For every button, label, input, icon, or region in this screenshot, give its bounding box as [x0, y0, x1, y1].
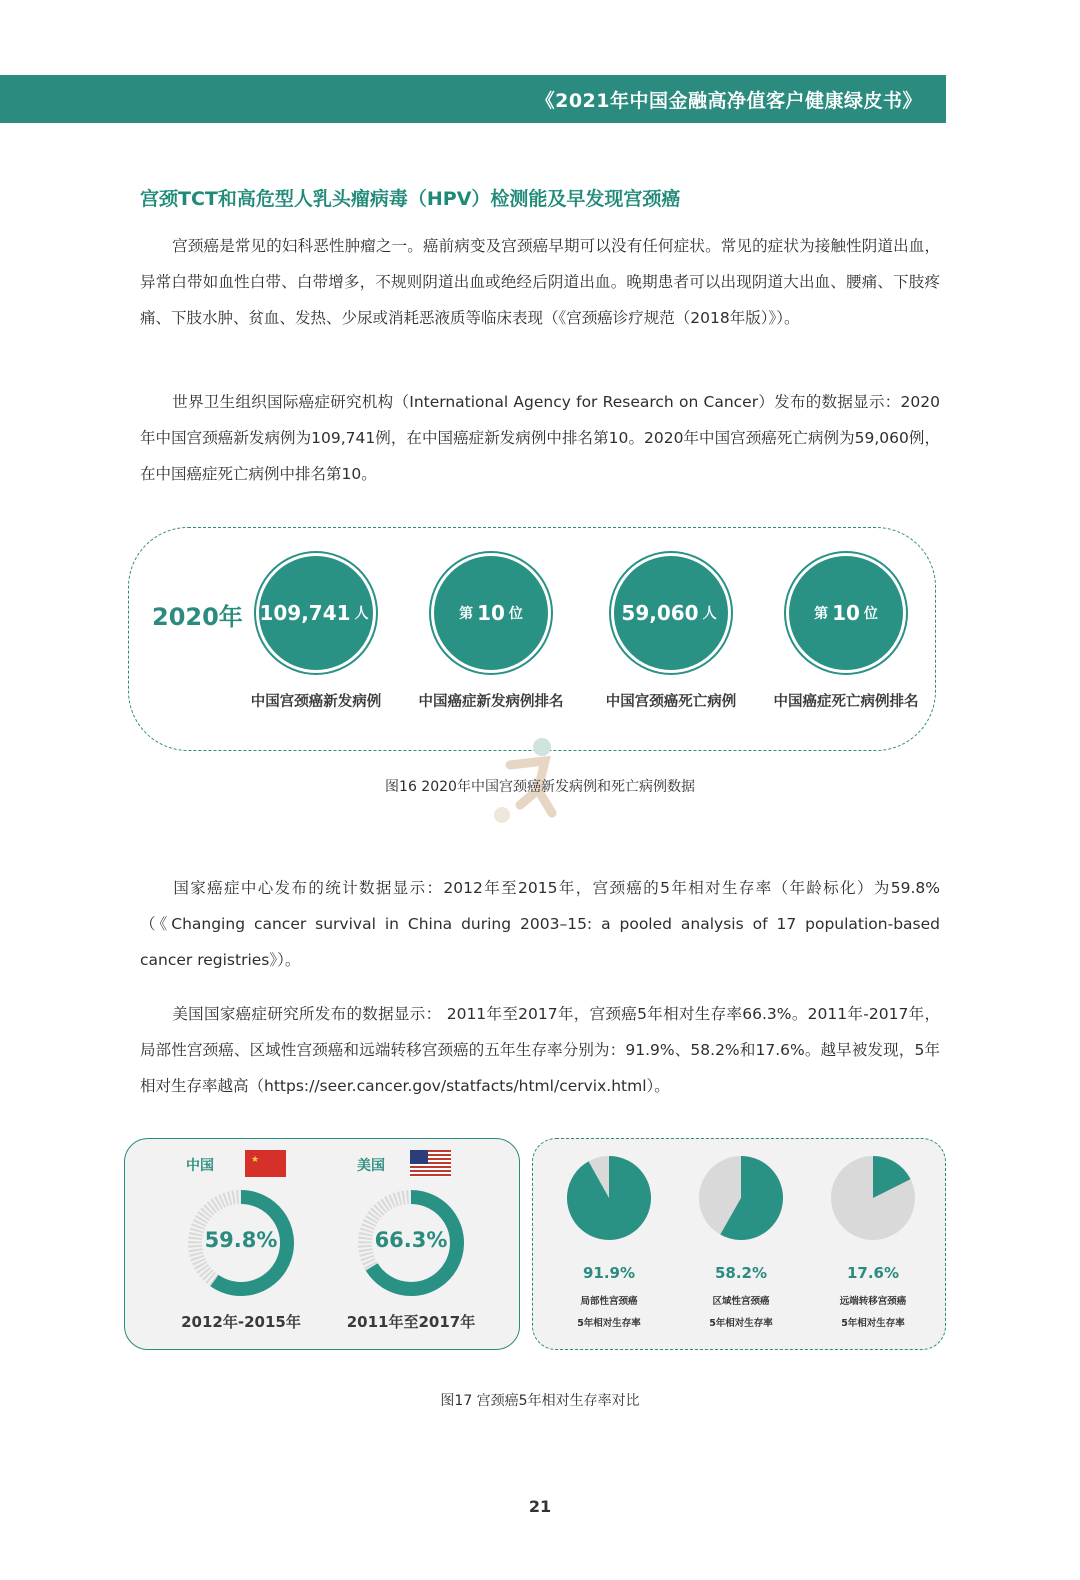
- pie-sub-distant: 5年相对生存率: [841, 1318, 905, 1329]
- stat-circle-new-rank: [434, 556, 548, 670]
- usa-flag-icon: [410, 1150, 451, 1177]
- stat-label-new-cases: 中国宫颈癌新发病例: [250, 694, 382, 710]
- country-name-usa: 美国: [357, 1158, 385, 1174]
- donut-value-usa: 66.3%: [374, 1228, 448, 1252]
- pie-value-distant: 17.6%: [846, 1264, 900, 1282]
- figure16-year: 2020年: [152, 603, 243, 631]
- period-usa: 2011年至2017年: [346, 1313, 476, 1331]
- stat-circle-death-rank: [789, 556, 903, 670]
- paragraph-text: 国家癌症中心发布的统计数据显示：2012年至2015年，宫颈癌的5年相对生存率（年龄标化）为59.8%（《Changing cancer survival in China during 2003–15: a pooled analysis of 17 population-based cancer registries》）。: [140, 879, 940, 969]
- paragraph-china-survival: [140, 870, 940, 978]
- header-title: 《2021年中国金融高净值客户健康绿皮书》: [535, 90, 922, 112]
- pie-value-local: 91.9%: [582, 1264, 636, 1282]
- stat-unit: 人: [354, 606, 369, 622]
- paragraph-text: 宫颈癌是常见的妇科恶性肿瘤之一。癌前病变及宫颈癌早期可以没有任何症状。常见的症状为接触性阴道出血，异常白带如血性白带、白带增多，不规则阴道出血或绝经后阴道出血。晚期患者可以出现阴道大出血、腰痛、下肢疼痛、下肢水肿、贫血、发热、少尿或消耗恶液质等临床表现（《宫颈癌诊疗规范（2018年版）》）。: [140, 237, 940, 327]
- pie-value-regional: 58.2%: [714, 1264, 768, 1282]
- period-china: 2012年-2015年: [181, 1313, 301, 1331]
- paragraph-symptoms: [140, 228, 940, 336]
- header-bar: [0, 75, 946, 123]
- stat-prefix: 第: [814, 606, 829, 622]
- pie-chart-distant: [830, 1155, 916, 1241]
- paragraph-us-survival: [140, 996, 940, 1104]
- pie-stage-local: 局部性宫颈癌: [580, 1296, 638, 1307]
- figure16-caption: 图16 2020年中国宫颈癌新发病例和死亡病例数据: [385, 779, 695, 795]
- stat-unit: 人: [702, 606, 717, 622]
- pie-sub-regional: 5年相对生存率: [709, 1318, 773, 1329]
- pie-0-slice: [567, 1156, 651, 1240]
- china-flag-icon: [245, 1150, 286, 1177]
- pie-stage-distant: 远端转移宫颈癌: [839, 1296, 907, 1307]
- stat-label-death-rank: 中国癌症死亡病例排名: [773, 694, 919, 710]
- stat-value: 10: [477, 601, 505, 625]
- stat-value: 59,060: [621, 601, 699, 625]
- stat-value: 10: [832, 601, 860, 625]
- stat-prefix: 第: [459, 606, 474, 622]
- stat-circle-new-cases: [259, 556, 373, 670]
- donut-value-china: 59.8%: [204, 1228, 278, 1252]
- paragraph-iarc: [140, 384, 940, 492]
- pie-chart-local: [566, 1155, 652, 1241]
- stat-label-new-rank: 中国癌症新发病例排名: [418, 694, 564, 710]
- pie-chart-regional: [698, 1155, 784, 1241]
- figure17-caption: 图17 宫颈癌5年相对生存率对比: [440, 1393, 640, 1409]
- paragraph-text: 世界卫生组织国际癌症研究机构（International Agency for Research on Cancer）发布的数据显示：2020年中国宫颈癌新发病例为109,741例，在中国癌症新发病例中排名第10。2020年中国宫颈癌死亡病例为59,060例，在中国癌症死亡病例中排名第10。: [140, 393, 940, 483]
- country-name-china: 中国: [186, 1158, 214, 1174]
- stat-label-deaths: 中国宫颈癌死亡病例: [605, 694, 737, 710]
- pie-sub-local: 5年相对生存率: [577, 1318, 641, 1329]
- stat-unit: 位: [863, 606, 878, 622]
- section-title: 宫颈TCT和高危型人乳头瘤病毒（HPV）检测能及早发现宫颈癌: [140, 188, 681, 210]
- svg-text:★: ★: [251, 1155, 260, 1165]
- stat-unit: 位: [508, 606, 523, 622]
- page-number: 21: [528, 1497, 552, 1516]
- stat-value: 109,741: [259, 601, 351, 625]
- paragraph-text: 美国国家癌症研究所发布的数据显示： 2011年至2017年，宫颈癌5年相对生存率66.3%。2011年-2017年，局部性宫颈癌、区域性宫颈癌和远端转移宫颈癌的五年生存率分别为：91.9%、58.2%和17.6%。越早被发现，5年相对生存率越高（https://seer.cancer.gov/statfacts/html/cervix.html）。: [140, 1005, 940, 1095]
- pie-stage-regional: 区域性宫颈癌: [712, 1296, 770, 1307]
- stat-circle-deaths: [614, 556, 728, 670]
